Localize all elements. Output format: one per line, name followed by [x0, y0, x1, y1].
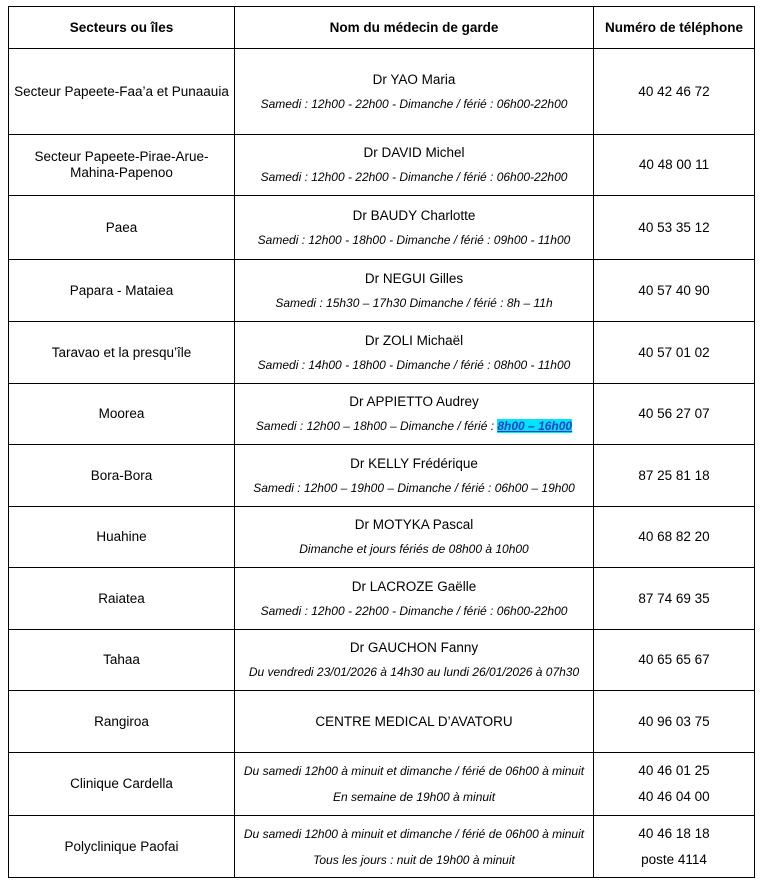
- phone-cell: [594, 196, 755, 260]
- sector-name: Papara - Mataiea: [69, 282, 174, 298]
- duty-hours: Samedi : 12h00 - 22h00 - Dimanche / férié : 06h00-22h00: [260, 96, 568, 111]
- table-row: [9, 568, 755, 630]
- on-call-doctors-table: [8, 6, 755, 878]
- phone-extension: poste 4114: [641, 851, 707, 867]
- doctor-name: Dr DAVID Michel: [363, 145, 465, 160]
- doctor-name: Dr ZOLI Michaël: [364, 332, 464, 348]
- phone-cell: [594, 630, 755, 691]
- doctor-name: Dr APPIETTO Audrey: [349, 394, 479, 409]
- header-phone: Numéro de téléphone: [594, 7, 755, 49]
- phone-number: 40 46 01 25: [638, 763, 710, 778]
- duty-hours: Samedi : 12h00 - 18h00 - Dimanche / férié : 09h00 - 11h00: [257, 232, 571, 247]
- sector-name: Secteur Papeete-Faa’a et Punaauia: [14, 83, 229, 99]
- table-row: [9, 135, 755, 196]
- doctor-name: Dr YAO Maria: [372, 71, 456, 87]
- doctor-cell: [235, 507, 594, 568]
- doctor-cell: [235, 691, 594, 753]
- sector-name: Moorea: [98, 406, 145, 421]
- doctor-name: Dr MOTYKA Pascal: [354, 517, 474, 532]
- sector-name: Rangiroa: [94, 713, 149, 729]
- doctor-cell: [235, 630, 594, 691]
- sector-cell: [9, 49, 235, 135]
- duty-hours-weekday: En semaine de 19h00 à minuit: [332, 790, 496, 804]
- doctor-name: Dr NEGUI Gilles: [364, 270, 464, 286]
- sector-name: Taravao et la presqu’île: [51, 344, 192, 360]
- table-row: [9, 384, 755, 445]
- sector-name: Secteur Papeete-Pirae-Arue-Mahina-Papenoo: [34, 149, 209, 180]
- duty-hours-prefix: Samedi : 12h00 – 18h00 – Dimanche / férié :: [255, 419, 498, 433]
- phone-number: 40 46 18 18: [638, 825, 710, 841]
- header-doctor: Nom du médecin de garde: [235, 7, 594, 49]
- phone-cell: [594, 816, 755, 878]
- duty-hours: Samedi : 14h00 - 18h00 - Dimanche / férié : 08h00 - 11h00: [257, 357, 571, 372]
- sector-cell: [9, 135, 235, 196]
- doctor-cell: [235, 568, 594, 630]
- phone-cell: [594, 384, 755, 445]
- phone-number: 40 56 27 07: [638, 406, 710, 421]
- doctor-cell: [235, 384, 594, 445]
- duty-hours-daily: Tous les jours : nuit de 19h00 à minuit: [313, 852, 515, 867]
- phone-cell: [594, 322, 755, 384]
- duty-hours: Samedi : 12h00 - 22h00 - Dimanche / férié : 06h00-22h00: [260, 170, 568, 184]
- doctor-name: Dr BAUDY Charlotte: [352, 207, 476, 223]
- sector-cell: [9, 384, 235, 445]
- sector-cell: [9, 630, 235, 691]
- duty-hours: Samedi : 12h00 – 19h00 – Dimanche / férié : 06h00 – 19h00: [253, 480, 575, 495]
- sector-cell: [9, 753, 235, 816]
- phone-cell: [594, 49, 755, 135]
- doctor-cell: [235, 445, 594, 507]
- table-row: [9, 630, 755, 691]
- sector-cell: [9, 260, 235, 322]
- phone-cell: [594, 753, 755, 816]
- sector-cell: [9, 507, 235, 568]
- sector-name: Clinique Cardella: [70, 776, 173, 791]
- table-row: [9, 507, 755, 568]
- phone-number: 40 53 35 12: [638, 219, 710, 235]
- phone-number: 87 74 69 35: [638, 590, 710, 606]
- doctor-cell: [235, 196, 594, 260]
- sector-name: Polyclinique Paofai: [64, 838, 179, 854]
- duty-hours: Samedi : 15h30 – 17h30 Dimanche / férié : 8h – 11h: [275, 295, 553, 310]
- table-row: [9, 260, 755, 322]
- highlighted-hours: 8h00 – 16h00: [497, 419, 573, 433]
- doctor-cell: [235, 49, 594, 135]
- sector-cell: [9, 196, 235, 260]
- doctor-name: Dr LACROZE Gaëlle: [351, 578, 477, 594]
- sector-cell: [9, 322, 235, 384]
- table-row: [9, 49, 755, 135]
- sector-name: Bora-Bora: [90, 467, 153, 483]
- phone-cell: [594, 507, 755, 568]
- header-sector: Secteurs ou îles: [9, 7, 235, 49]
- sector-name: Paea: [105, 219, 138, 235]
- doctor-cell: [235, 322, 594, 384]
- sector-name: Raiatea: [98, 590, 145, 606]
- phone-number-secondary: 40 46 04 00: [638, 789, 710, 804]
- sector-cell: [9, 816, 235, 878]
- table-row: [9, 753, 755, 816]
- sector-cell: [9, 445, 235, 507]
- phone-number: 40 68 82 20: [638, 529, 710, 544]
- phone-number: 40 57 40 90: [638, 282, 710, 298]
- duty-hours: Dimanche et jours fériés de 08h00 à 10h00: [299, 542, 529, 556]
- table-row: [9, 816, 755, 878]
- doctor-cell: [235, 816, 594, 878]
- duty-hours-weekend: Du samedi 12h00 à minuit et dimanche / férié de 06h00 à minuit: [243, 764, 585, 778]
- phone-number: 87 25 81 18: [638, 467, 710, 483]
- doctor-name: Dr GAUCHON Fanny: [349, 640, 479, 655]
- duty-hours-weekend: Du samedi 12h00 à minuit et dimanche / férié de 06h00 à minuit: [243, 826, 585, 841]
- sector-name: Tahaa: [103, 652, 140, 667]
- doctor-name: CENTRE MEDICAL D’AVATORU: [315, 713, 513, 729]
- phone-number: 40 65 65 67: [638, 652, 710, 667]
- phone-cell: [594, 568, 755, 630]
- duty-hours: Samedi : 12h00 - 22h00 - Dimanche / férié : 06h00-22h00: [260, 603, 568, 618]
- table-row: [9, 691, 755, 753]
- phone-cell: [594, 135, 755, 196]
- phone-cell: [594, 691, 755, 753]
- table-row: [9, 322, 755, 384]
- table-row: [9, 196, 755, 260]
- doctor-cell: [235, 260, 594, 322]
- phone-number: 40 96 03 75: [638, 713, 710, 729]
- phone-cell: [594, 445, 755, 507]
- doctor-cell: [235, 135, 594, 196]
- sector-cell: [9, 691, 235, 753]
- phone-cell: [594, 260, 755, 322]
- sector-cell: [9, 568, 235, 630]
- phone-number: 40 57 01 02: [638, 344, 710, 360]
- duty-hours: Du vendredi 23/01/2026 à 14h30 au lundi 26/01/2026 à 07h30: [248, 665, 580, 679]
- doctor-cell: [235, 753, 594, 816]
- header-row: [9, 7, 755, 49]
- doctor-name: Dr KELLY Frédérique: [350, 455, 478, 471]
- phone-number: 40 48 00 11: [638, 157, 710, 172]
- table-row: [9, 445, 755, 507]
- phone-number: 40 42 46 72: [638, 83, 710, 99]
- sector-name: Huahine: [96, 529, 147, 544]
- duty-hours: [239, 418, 589, 434]
